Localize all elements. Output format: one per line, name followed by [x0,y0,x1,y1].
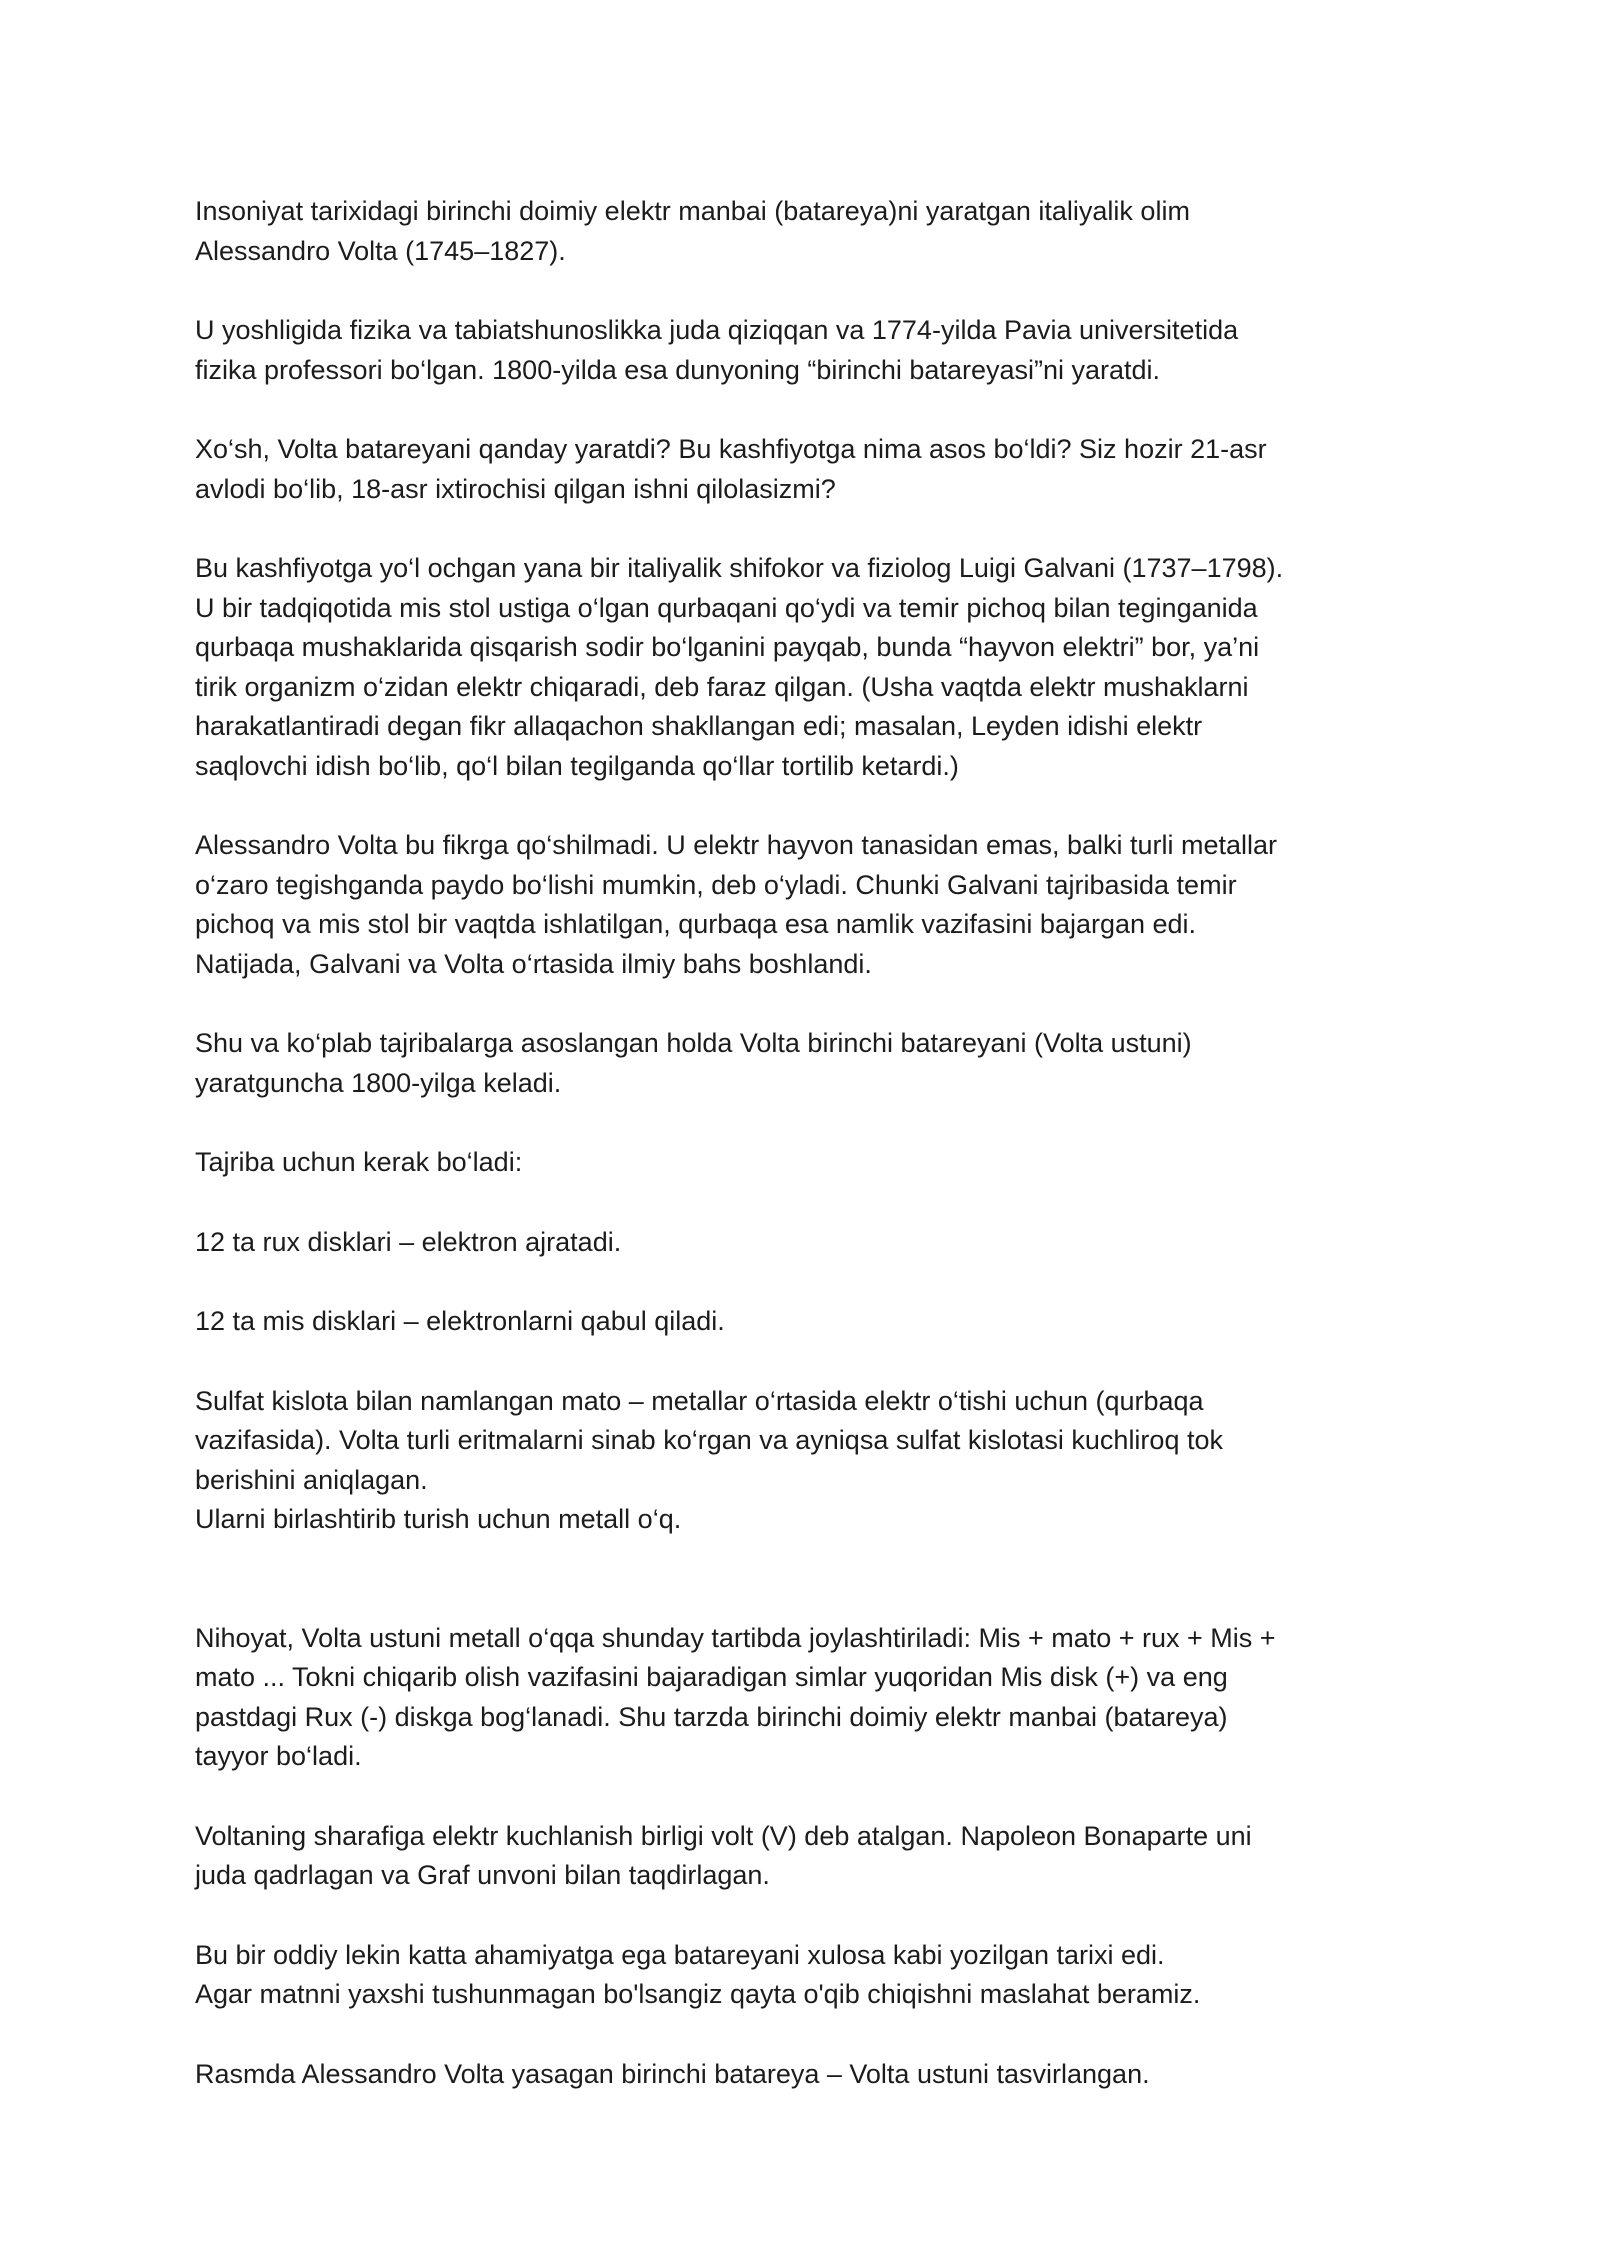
text-line: o‘zaro tegishganda paydo bo‘lishi mumkin, deb o‘yladi. Chunki Galvani tajribasida temir [195,869,1237,900]
paragraph-experiments [195,1024,1425,1103]
text-line: pastdagi Rux (-) diskga bog‘lanadi. Shu tarzda birinchi doimiy elektr manbai (batareya) [195,1701,1228,1732]
text-line: Voltaning sharafiga elektr kuchlanish birligi volt (V) deb atalgan. Napoleon Bonaparte uni [195,1820,1252,1851]
text-line: vazifasida). Volta turli eritmalarni sinab ko‘rgan va ayniqsa sulfat kislotasi kuchliroq tok [195,1425,1223,1455]
text-line: Alessandro Volta bu fikrga qo‘shilmadi. U elektr hayvon tanasidan emas, balki turli metallar [195,830,1278,860]
text-line: harakatlantiradi degan fikr allaqachon shakllangan edi; masalan, Leyden idishi elektr [195,711,1203,741]
text-line: U yoshligida fizika va tabiatshunoslikka juda qiziqqan va 1774-yilda Pavia universitetida [195,315,1239,345]
text-line: Nihoyat, Volta ustuni metall o‘qqa shunday tartibda joylashtiriladi: Mis + mato + rux + Mis + [195,1622,1276,1653]
text-line: Bu kashfiyotga yo‘l ochgan yana bir italiyalik shifokor va fiziolog Luigi Galvani (1737–1798). [195,553,1284,583]
paragraph-question [195,430,1425,509]
text-line: Tajriba uchun kerak bo‘ladi: [195,1147,523,1177]
text-line: U bir tadqiqotida mis stol ustiga o‘lgan qurbaqani qo‘ydi va temir pichoq bilan teginganida [195,592,1258,623]
text-line: avlodi bo‘lib, 18-asr ixtirochisi qilgan ishni qilolasizmi? [195,473,836,504]
text-line: Shu va ko‘plab tajribalarga asoslangan holda Volta birinchi batareyani (Volta ustuni) [195,1028,1192,1058]
paragraph-assembly [195,1619,1425,1777]
text-line: qurbaqa mushaklarida qisqarish sodir bo‘lganini payqab, bunda “hayvon elektri” bor, ya’ni [195,632,1260,662]
text-line: berishini aniqlagan. [195,1464,428,1495]
paragraph-caption [195,2055,1425,2095]
paragraph-zinc [195,1223,1425,1263]
paragraph-needed [195,1143,1425,1183]
text-line: Natijada, Galvani va Volta o‘rtasida ilmiy bahs boshlandi. [195,948,872,979]
paragraph-intro [195,192,1425,271]
text-line: tayyor bo‘ladi. [195,1741,362,1771]
paragraph-cloth [195,1382,1425,1540]
paragraph-volta-view [195,826,1425,984]
text-line: 12 ta mis disklari – elektronlarni qabul qiladi. [195,1306,725,1336]
paragraph-youth [195,311,1425,390]
text-line: Alessandro Volta (1745–1827). [195,235,566,266]
text-line: pichoq va mis stol bir vaqtda ishlatilgan, qurbaqa esa namlik vazifasini bajargan edi. [195,909,1197,939]
text-line: yaratguncha 1800-yilga keladi. [195,1067,562,1098]
text-line: tirik organizm o‘zidan elektr chiqaradi, deb faraz qilgan. (Usha vaqtda elektr mushaklarni [195,671,1249,702]
text-line: juda qadrlagan va Graf unvoni bilan taqdirlagan. [195,1860,770,1890]
text-line: Agar matnni yaxshi tushunmagan bo'lsangiz qayta o'qib chiqishni maslahat beramiz. [195,1979,1201,2009]
text-line: Ularni birlashtirib turish uchun metall o‘q. [195,1504,682,1534]
document-page [195,192,1425,2094]
paragraph-summary [195,1936,1425,2015]
text-line: Rasmda Alessandro Volta yasagan birinchi batareya – Volta ustuni tasvirlangan. [195,2058,1150,2089]
paragraph-galvani [195,549,1425,786]
paragraph-copper [195,1302,1425,1342]
text-line: Sulfat kislota bilan namlangan mato – metallar o‘rtasida elektr o‘tishi uchun (qurbaqa [195,1385,1204,1416]
text-line: mato ... Tokni chiqarib olish vazifasini bajaradigan simlar yuqoridan Mis disk (+) va eng [195,1662,1228,1692]
text-line: fizika professori bo‘lgan. 1800-yilda esa dunyoning “birinchi batareyasi”ni yaratdi. [195,354,1161,385]
text-line: saqlovchi idish bo‘lib, qo‘l bilan tegilganda qo‘llar tortilib ketardi.) [195,750,959,781]
text-line: 12 ta rux disklari – elektron ajratadi. [195,1226,622,1257]
text-line: Insoniyat tarixidagi birinchi doimiy elektr manbai (batareya)ni yaratgan italiyalik olim [195,196,1190,226]
text-line: Xo‘sh, Volta batareyani qanday yaratdi? Bu kashfiyotga nima asos bo‘ldi? Siz hozir 21-asr [195,434,1267,464]
text-line: Bu bir oddiy lekin katta ahamiyatga ega batareyani xulosa kabi yozilgan tarixi edi. [195,1939,1165,1970]
paragraph-honor [195,1817,1425,1896]
